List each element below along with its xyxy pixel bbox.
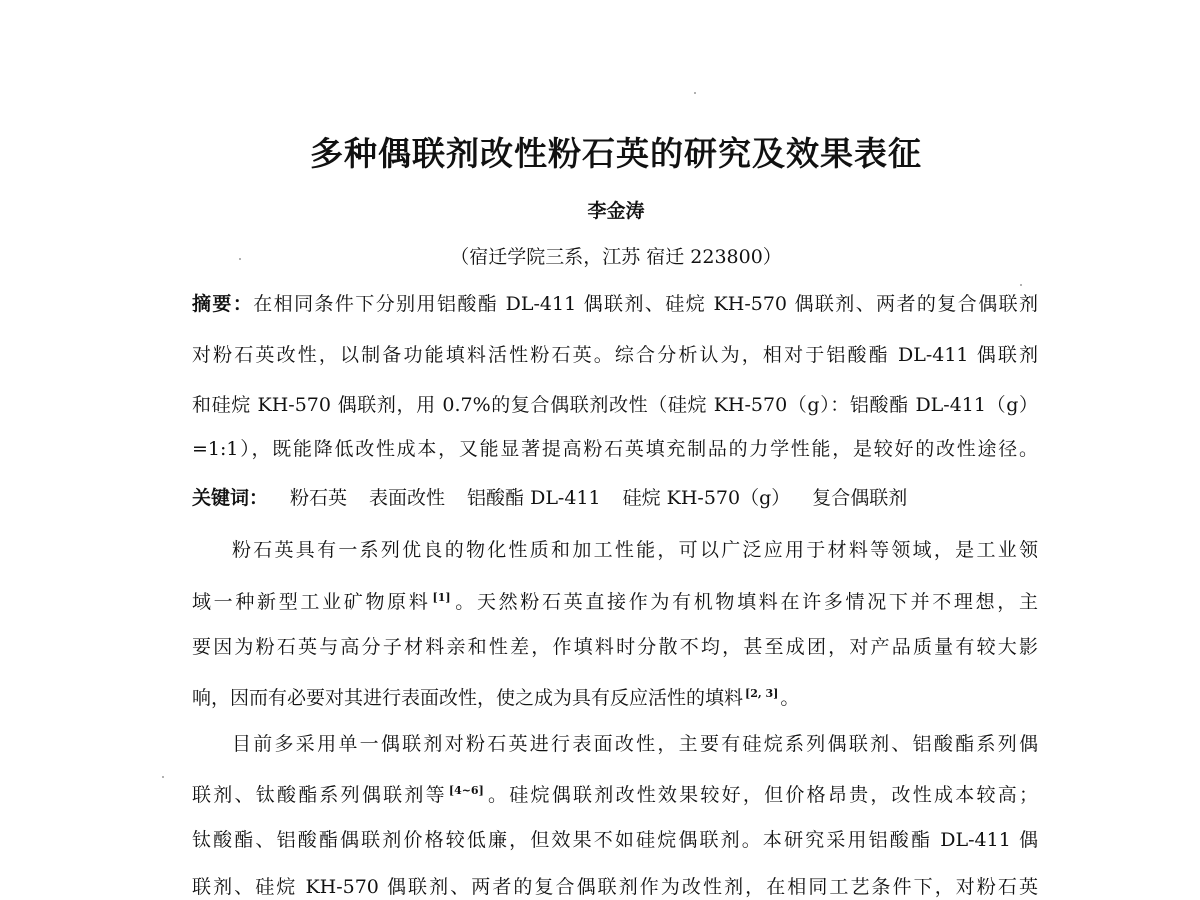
para1-text: 。 bbox=[780, 687, 800, 709]
keyword-item: 硅烷 KH-570（g） bbox=[622, 487, 791, 509]
scan-speck bbox=[239, 258, 241, 260]
paper-title: 多种偶联剂改性粉石英的研究及效果表征 bbox=[310, 134, 922, 173]
keywords-label: 关键词： bbox=[192, 487, 269, 509]
citation-ref[interactable]: [2, 3] bbox=[745, 687, 779, 700]
para2-text: 。硅烷偶联剂改性效果较好，但价格昂贵，改性成本较高； bbox=[485, 784, 1038, 806]
para2-line-2 bbox=[192, 779, 1038, 807]
para2-text: 联剂、钛酸酯系列偶联剂等 bbox=[192, 784, 447, 806]
keyword-item: 复合偶联剂 bbox=[812, 487, 908, 509]
abstract-label: 摘要： bbox=[192, 293, 254, 315]
para1-text: 响，因而有必要对其进行表面改性，使之成为具有反应活性的填料 bbox=[192, 687, 744, 709]
keywords-line bbox=[192, 486, 1038, 510]
para1-text: 。天然粉石英直接作为有机物填料在许多情况下并不理想，主 bbox=[452, 591, 1038, 613]
keyword-item: 粉石英 bbox=[290, 487, 348, 509]
para2-line-1: 目前多采用单一偶联剂对粉石英进行表面改性，主要有硅烷系列偶联剂、铝酸酯系列偶 bbox=[232, 733, 1038, 755]
keyword-item: 表面改性 bbox=[369, 487, 446, 509]
para2-line-3: 钛酸酯、铝酸酯偶联剂价格较低廉，但效果不如硅烷偶联剂。本研究采用铝酸酯 DL-411 偶 bbox=[192, 829, 1038, 851]
scan-speck bbox=[1020, 284, 1022, 286]
abstract-line-4: =1:1），既能降低改性成本，又能显著提高粉石英填充制品的力学性能，是较好的改性途径。 bbox=[192, 438, 1038, 460]
abstract-text: 在相同条件下分别用铝酸酯 DL-411 偶联剂、硅烷 KH-570 偶联剂、两者的复合偶联剂 bbox=[253, 293, 1038, 315]
para1-text: 域一种新型工业矿物原料 bbox=[192, 591, 431, 613]
para1-line-3: 要因为粉石英与高分子材料亲和性差，作填料时分散不均，甚至成团，对产品质量有较大影 bbox=[192, 636, 1038, 658]
citation-ref[interactable]: [4~6] bbox=[448, 784, 484, 797]
para1-line-1: 粉石英具有一系列优良的物化性质和加工性能，可以广泛应用于材料等领域，是工业领 bbox=[232, 539, 1038, 561]
scan-speck bbox=[162, 776, 164, 778]
abstract-line-3: 和硅烷 KH-570 偶联剂，用 0.7%的复合偶联剂改性（硅烷 KH-570（g）：铝酸酯 DL-411（g） bbox=[192, 394, 1038, 416]
abstract-line-2: 对粉石英改性，以制备功能填料活性粉石英。综合分析认为，相对于铝酸酯 DL-411 偶联剂 bbox=[192, 344, 1038, 366]
para1-line-4 bbox=[192, 682, 1038, 710]
para1-line-2 bbox=[192, 586, 1038, 614]
scan-speck bbox=[694, 92, 696, 94]
author-affiliation: （宿迁学院三系，江苏 宿迁 223800） bbox=[450, 246, 782, 268]
author-name: 李金涛 bbox=[587, 200, 645, 222]
abstract-line-1 bbox=[192, 292, 1038, 316]
para2-line-4: 联剂、硅烷 KH-570 偶联剂、两者的复合偶联剂作为改性剂，在相同工艺条件下，对粉石英 bbox=[192, 876, 1038, 898]
citation-ref[interactable]: [1] bbox=[432, 591, 451, 604]
keyword-item: 铝酸酯 DL-411 bbox=[467, 487, 601, 509]
